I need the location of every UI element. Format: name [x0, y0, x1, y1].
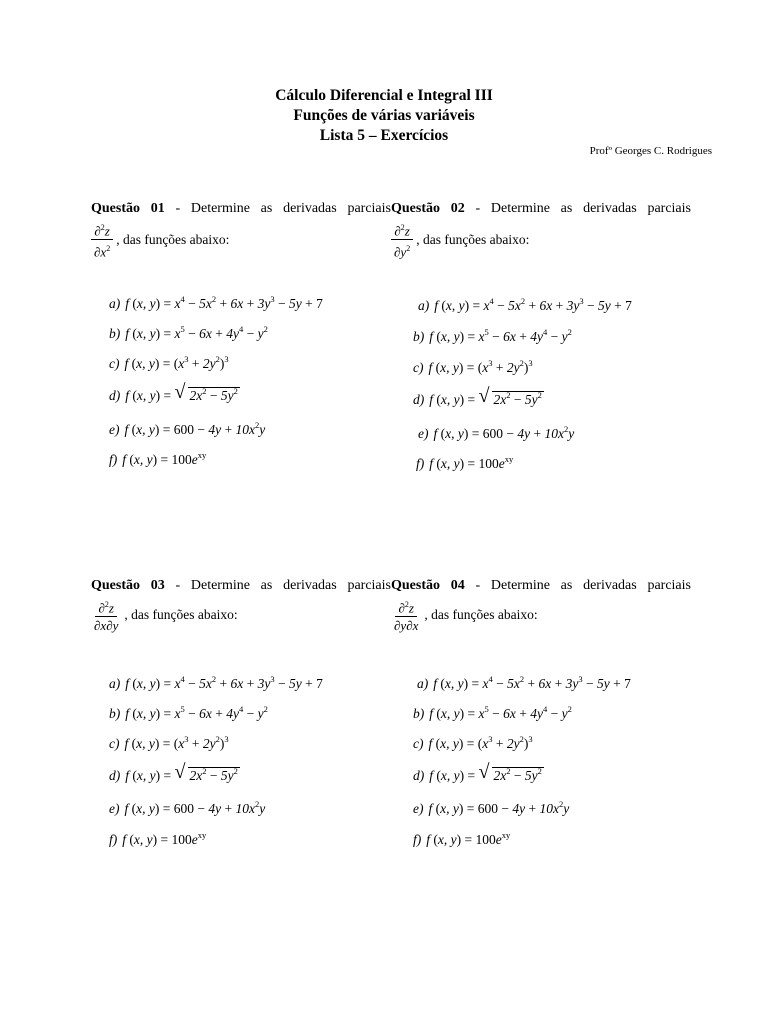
- question-label: Questão 03: [91, 578, 165, 593]
- function-item-f: f) f (x, $y) = 100e^{xy}$: [109, 450, 207, 467]
- function-item-e: e) f (x, $y) = 600 - 4y + 10x^2y$: [109, 420, 266, 437]
- question-heading: [91, 200, 391, 218]
- function-item-d: d) f (x, y) = √ $2x^2 - 5y^2$: [109, 381, 238, 403]
- question-label: Questão 02: [391, 201, 465, 216]
- function-item-a: a) f (x, $y) = x^4 - 5x^2 + 6x + 3y^3 - 5y + 7$: [109, 294, 323, 311]
- partial-derivative-fraction: $\frac{\partial^2z}{\partial x^2}$: [91, 220, 113, 260]
- document-subtitle: Funções de várias variáveis: [293, 107, 475, 124]
- function-item-b: b) f (x, $y) = x^5 - 6x + 4y^4 - y^2$: [109, 324, 268, 341]
- question-heading: [391, 200, 691, 218]
- question-heading: [91, 577, 391, 595]
- function-item-b: b) f (x, $y) = x^5 - 6x + 4y^4 - y^2$: [109, 704, 268, 721]
- function-item-b: b) f (x, $y) = x^5 - 6x + 4y^4 - y^2$: [413, 327, 572, 344]
- partial-derivative-fraction: $\frac{\partial^2z}{\partial y^2}$: [391, 220, 413, 260]
- derivative-row: [91, 220, 391, 260]
- exercise-list-title: Lista 5 – Exercícios: [319, 127, 449, 144]
- function-item-c: c) f (x, $y) = (x^3 + 2y^2)^3$: [413, 358, 533, 375]
- question-prompt: - Determine as derivadas parciais: [475, 201, 691, 216]
- question-heading: [391, 577, 691, 595]
- function-item-c: c) f (x, $y) = (x^3 + 2y^2)^3$: [109, 734, 229, 751]
- function-item-e: e) f (x, $y) = 600 - 4y + 10x^2y$: [418, 424, 575, 441]
- question-01: [91, 200, 391, 467]
- document-title: Cálculo Diferencial e Integral III: [275, 87, 493, 104]
- function-item-a: a) f (x, $y) = x^4 - 5x^2 + 6x + 3y^3 - 5y + 7$: [418, 296, 632, 313]
- question-suffix: , das funções abaixo:: [424, 607, 538, 623]
- function-item-f: f) f (x, $y) = 100e^{xy}$: [413, 830, 511, 847]
- function-item-c: c) f (x, $y) = (x^3 + 2y^2)^3$: [413, 734, 533, 751]
- partial-derivative-fraction: $\frac{\partial^2z}{\partial x\partial y}$: [91, 597, 121, 633]
- derivative-row: [391, 220, 691, 260]
- question-prompt: - Determine as derivadas parciais: [175, 578, 391, 593]
- function-item-f: f) f (x, $y) = 100e^{xy}$: [416, 454, 514, 471]
- function-item-f: f) f (x, $y) = 100e^{xy}$: [109, 830, 207, 847]
- derivative-row: [391, 597, 691, 633]
- derivative-row: [91, 597, 391, 633]
- question-suffix: , das funções abaixo:: [416, 231, 530, 247]
- professor-name: Profº Georges C. Rodrigues: [589, 145, 712, 157]
- question-suffix: , das funções abaixo:: [124, 607, 238, 623]
- question-label: Questão 01: [91, 201, 165, 216]
- function-item-a: a) f (x, $y) = x^4 - 5x^2 + 6x + 3y^3 - 5y + 7$: [109, 674, 323, 691]
- question-04: [391, 577, 691, 847]
- partial-derivative-fraction: $\frac{\partial^2z}{\partial y\partial x}$: [391, 597, 421, 633]
- function-item-a: a) f (x, $y) = x^4 - 5x^2 + 6x + 3y^3 - 5y + 7$: [417, 674, 631, 691]
- function-item-d: d) f (x, y) = √ $2x^2 - 5y^2$: [109, 761, 238, 783]
- question-prompt: - Determine as derivadas parciais: [175, 201, 391, 216]
- function-item-e: e) f (x, $y) = 600 - 4y + 10x^2y$: [109, 799, 266, 816]
- function-item-b: b) f (x, $y) = x^5 - 6x + 4y^4 - y^2$: [413, 704, 572, 721]
- question-03: [91, 577, 391, 847]
- document-header: [0, 86, 768, 146]
- question-02: [391, 200, 691, 471]
- question-prompt: - Determine as derivadas parciais: [475, 578, 691, 593]
- function-item-d: d) f (x, y) = √ $2x^2 - 5y^2$: [413, 385, 542, 407]
- function-item-c: c) f (x, $y) = (x^3 + 2y^2)^3$: [109, 354, 229, 371]
- function-item-e: e) f (x, $y) = 600 - 4y + 10x^2y$: [413, 799, 570, 816]
- question-label: Questão 04: [391, 578, 465, 593]
- function-item-d: d) f (x, y) = √ $2x^2 - 5y^2$: [413, 761, 542, 783]
- question-suffix: , das funções abaixo:: [116, 231, 230, 247]
